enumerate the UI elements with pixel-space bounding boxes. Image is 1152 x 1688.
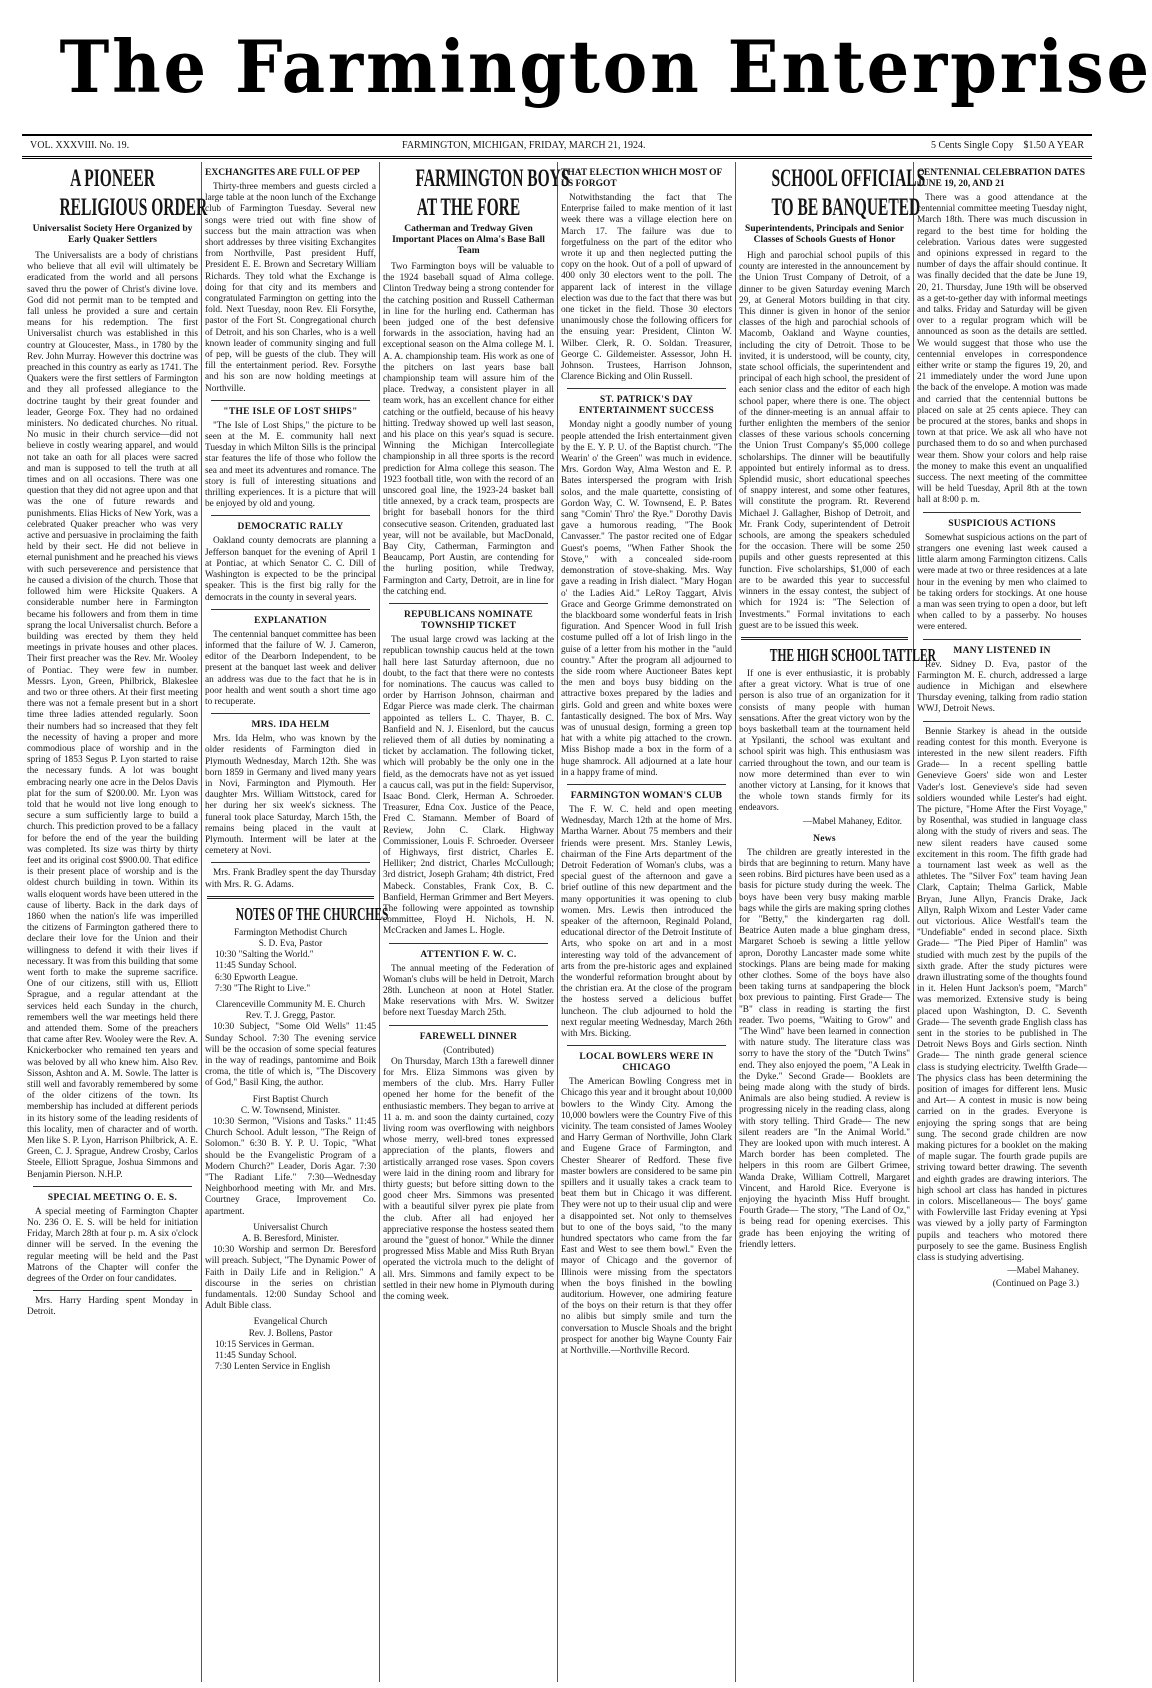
article-body: The F. W. C. held and open meeting Wednesday, March 12th at the home of Mrs. Martha Warner. About 75 members and their friends were present. Mrs. Stanley Lewis, chairman of the Fine Arts department of the Detroit Federation of Woman's clubs, was a special guest of the afternoon and gave a brief outline of this new department and the many opportunities it was opening to club women. Mrs. Lewis then introduced the speaker of the afternoon, Reginald Poland, educational director of the Detroit Institute of Arts, who spoke on art and in a most interesting way told of the advancement of arts from the pre-historic ages and explained the wonderful reformation brought about by the christian era. At the close of the program the hostess served a delicious buffet luncheon. The club adjourned to hold the next regular meeting Wednesday, March 26th with Mrs. Bicking. bbox=[561, 804, 732, 1040]
divider bbox=[211, 515, 370, 516]
divider bbox=[207, 896, 374, 899]
article-body: If one is ever enthusiastic, it is probably after a great victory. What is true of one person is also true of an organization for it consists of many people with human sensations. After the great victory won by the boys basketball team at the tournament held at Ypsilanti, the school was exultant and school spirit was high. This enthusiasm was carried throughout the town, and our team is now more determined than ever to win another victory at Lansing, for it knows that the whole town stands firmly for its endeavors. bbox=[739, 668, 910, 814]
subheading: ATTENTION F. W. C. bbox=[420, 949, 517, 960]
subheading: News bbox=[813, 833, 836, 844]
divider bbox=[33, 1186, 192, 1187]
article-body: The American Bowling Congress met in Chicago this year and it brought about 10,000 bowlers to the Windy City. Among the 10,000 bowlers were the Country Five of this vicinity. The team consisted of James Wooley and Harry German of Northville, John Clark and Eugene Grace of Farmington, and Chester Shearer of Redford. These five master bowlers are considered to be same pin spillers and it usually takes a crack team to beat them but in Chicago it was different. They were not up to their usual clip and were a disappointed set. Not only to themselves but to one of the boys said, "to the many hundred spectators who came from the far East and West to see them bowl." Even the mayor of Chicago and the governor of Illinois were missing from the spectators when the boys finished in the bowling auditorium. However, one admiring feature of the boys on their return is that they offer no alibis but simply smile and turn the conversation to Muscle Shoals and the bright prospect for another big Wayne County Fair at Northville.—Northville Record. bbox=[561, 1077, 732, 1357]
church-listing bbox=[205, 1317, 376, 1373]
divider bbox=[389, 603, 548, 604]
subheading: LOCAL BOWLERS WERE IN CHICAGO bbox=[579, 1052, 714, 1074]
article-body: There was a good attendance at the centennial committee meeting Tuesday night, March 18th. There was much discussion in regard to the best time for holding the celebration. Various dates were suggested and opinions expressed in regard to the number of days the affair should continue. It was finally decided that the date be June 19, 20, 21. Thursday, June 19th will be observed as a get-to-gether day with informal meetings and talks. Friday and Saturday will be given over to a regular program which will be announced as soon as the details are settled. We would suggest that those who use the centennial envelopes in correspondence either write or stamp the figures 19, 20, and 21 immediately under the word June upon the back of the envelope. A motion was made and carried that the centennial buttons be placed on sale at 25 cents apiece. They can be procured at the stores, banks and shops in town at that price. We ask all who have not purchased them to do so and when purchased wear them. Show your colors and help raise the money to make this event an unqualified success. The next meeting of the committee will be held Tuesday, April 8th at the town hall at 8:00 p. m. bbox=[917, 193, 1087, 506]
subheading: THAT ELECTION WHICH MOST OF US FORGOT bbox=[561, 168, 723, 189]
service-schedule: 10:30 Subject, "Some Old Wells" 11:45 Sunday School. 7:30 The evening service will be the occasion of some special features in the way of readings, pantomime and Boik croma, the title of which is, "The Discovery of God," Basil King, the author. bbox=[205, 1022, 376, 1089]
subheading: "THE ISLE OF LOST SHIPS" bbox=[223, 406, 358, 417]
column-2 bbox=[202, 162, 389, 1682]
section-headline: NOTES OF THE CHURCHES bbox=[235, 903, 389, 924]
editor-signature: —Mabel Mahaney. bbox=[1007, 1266, 1079, 1277]
church-name: Farmington Methodist Church bbox=[233, 927, 348, 938]
church-pastor: Rev. J. Bollens, Pastor bbox=[248, 1328, 333, 1339]
church-listing bbox=[205, 1223, 376, 1245]
divider bbox=[33, 1290, 192, 1291]
service-schedule: 10:30 Worship and sermon Dr. Beresford will preach. Subject, "The Dynamic Power of Faith in Daily Life and in Religion." A discourse in the series on christian fundamentals. 12:00 Sunday School and Adult Bible class. bbox=[205, 1245, 376, 1312]
headline: SCHOOL OFFICIALS bbox=[771, 165, 926, 192]
divider bbox=[567, 388, 726, 389]
service-line: 10:15 Services in German. bbox=[215, 1339, 315, 1350]
service-line: 11:45 Sunday School. bbox=[215, 1351, 297, 1362]
service-line: 7:30 "The Right to Live." bbox=[215, 983, 311, 994]
headline-deck: Catherman and Tredway Given Important Places on Alma's Base Ball Team bbox=[392, 224, 545, 256]
newspaper-title: The Farmington Enterprise bbox=[59, 24, 1152, 109]
dateline-bar bbox=[22, 134, 1092, 159]
subheading: FARMINGTON WOMAN'S CLUB bbox=[570, 790, 723, 801]
article-body: The children are greatly interested in the birds that are beginning to return. Many have seen robins. Bird pictures have been used as a basis for picture study during the week. The boys have been very busy making marble bags while the girls are making spring clothes for "Betty," the kindergarten rag doll. Beatrice Auten made a blue gingham dress, Margaret Schoeb is sewing a little yellow apron, Dorothy Lancaster made some white stockings. Plans are being made for making other clothes. Some of the boys have also been taking turns at sandpapering the block box previous to painting. First Grade— The "B" class in reading is starting the first reader. Two poems, "Waiting to Grow" and "The Wind" have been learned in connection with nature study. The literature class was sorry to have the story of the "Dutch Twins" end. They also enjoyed the poem, "A Leak in the Dyke." Second Grade— Booklets are being made along with the study of birds. Animals are also being studied. A review is progressing nicely in the reading class, along with story telling. Third Grade— The new silent readers are "In the Animal World." They are looked upon with much interest. A March border has been completed. The helpers in this room are Gilbert Grimee, Wanda Drake, William Cottrell, Margaret Vincent, and Harold Rice. Everyone is enjoying the hyacinth Miss Huff brought. Fourth Grade— The story, "The Land of Oz," is being read for opening exercises. This grade has been enjoying the writing of friendly letters. bbox=[739, 847, 910, 1250]
divider bbox=[567, 784, 726, 785]
article-body: The annual meeting of the Federation of Woman's clubs will be held in Detroit, March 28th. Luncheon at noon at Hotel Statler. Make reservations with Mrs. W. Switzer before next Tuesday March 25th. bbox=[383, 963, 554, 1019]
column-1 bbox=[24, 162, 208, 1682]
church-name: First Baptist Church bbox=[252, 1094, 329, 1105]
headline-deck: Universalist Society Here Organized by Early Quaker Settlers bbox=[32, 224, 193, 245]
masthead bbox=[22, 8, 1152, 130]
place-date: FARMINGTON, MICHIGAN, FRIDAY, MARCH 21, 1924. bbox=[402, 140, 646, 151]
article-body: Bennie Starkey is ahead in the outside reading contest for this month. Everyone is interested in the new silent readers. Fifth Grade— In a recent spelling battle Genevieve Goers' side won and Lester Vader's lost. Genevieve's side had seven soldiers wounded while Lester's had eight. The picture, "Home After the First Voyage," by Rosenthal, was studied in language class along with the study of rivers and seas. The new silent readers have caused some excitement in this room. The fifth grade had a tournament last week as well as the athletes. The "Silver Fox" team having Jean Clark, Captain; Thelma Garlick, Mable Bryan, June Allyn, Francis Drake, Jack Allyn, Ralph Wixom and Lester Vader came out victorious. Alice Westfall's team the "Undefiable" ended in second place. Sixth Grade— "The Pied Piper of Hamlin" was studied with much zest by the pupils of the sixth grade. After the study pictures were drawn illustrating some of the thoughts found in it. Helen Hunt Jackson's poem, "March" was memorized. Extensive study is being placed upon Washington, D. C. Seventh Grade— The seventh grade English class has sent in the stories to be published in The Detroit News Boys and Girls section. Ninth Grade— The ninth grade general science class is studying electricity. Twelfth Grade— The physics class has been determining the position of images for different lens. Music and Art— A contest in music is now being carried on in the grades. Everyone is enjoying the spring songs that are being sung. The second grade children are now making pictures for a booklet on the making of maple sugar. The fourth grade pupils are striving toward better drawing. The seventh and eighth grades are drawing interiors. The high school art class has handed in pictures in colors. Miscellaneous— The boys' game with Fowlerville last Friday evening at Ypsi was viewed by a jolly party of Farmington pupils and teachers who motored there purposely to see the game. Business English class is studying advertising. bbox=[917, 726, 1087, 1264]
headline: A PIONEER bbox=[70, 165, 155, 192]
personal-note: Mrs. Frank Bradley spent the day Thursday with Mrs. R. G. Adams. bbox=[205, 868, 376, 890]
subheading: MANY LISTENED IN bbox=[953, 645, 1051, 656]
subheading: FAREWELL DINNER bbox=[419, 1031, 518, 1042]
article-body: Two Farmington boys will be valuable to the 1924 baseball squad of Alma college. Clinton Tredway being a strong contender for the catching position and Russell Catherman in line for the hurling end. Catherman has been judged one of the best defensive forwards in the association, having had an exceptional season on the Alma college M. I. A. A. championship team. His work as one of the pitchers on last years base ball championship team will assure him of the place. Tredway, a consistent player in all team work, has an excellent chance for either catching or the outfield, because of his heavy hitting. Tredway showed up well last season, and his place on this year's squad is secure. Winning the Michigan Intercollegiate championship in all three sports is the record prediction for Alma college this season. The 1923 football title, won with the record of an unscored goal line, the 1923-24 basket ball title annexed, by a crack team, prospects are bright for baseball honors for the third consecutive season. Critenden, graduated last year, will not be available, but MacDonald, Bay City, Catherman, Farmington and Beaucamp, Port Austin, are contending for the hurling position, while Tredway, Farmington and Carty, Detroit, are in line for the catching end. bbox=[383, 262, 554, 597]
church-name: Clarenceville Community M. E. Church bbox=[215, 999, 366, 1010]
article-body: "The Isle of Lost Ships," the picture to be seen at the M. E. community hall next Tuesday in which Milton Sills is the principal star features the life of those who follow the sea and meet its adventures and romance. The story is full of interesting situations and thrilling experiences. It is a picture that will be enjoyed by old and young. bbox=[205, 420, 376, 510]
article-body: Rev. Sidney D. Eva, pastor of the Farmington M. E. church, addressed a large audience in Michigan and elsewhere Thursday evening, talking from radio station WWJ, Detroit News. bbox=[917, 659, 1087, 715]
subheading: SPECIAL MEETING O. E. S. bbox=[47, 1192, 178, 1203]
service-line: 11:45 Sunday School. bbox=[215, 961, 297, 972]
subheading: MRS. IDA HELM bbox=[251, 720, 330, 731]
article-body: A special meeting of Farmington Chapter No. 236 O. E. S. will be held for initiation Friday, March 28th at four p. m. A six o'clock dinner will be served. In the evening the regular meeting will be held and the Past Matrons of the Chapter will confer the degrees of the Order on four candidates. bbox=[27, 1206, 198, 1285]
divider bbox=[211, 862, 370, 863]
church-pastor: A. B. Beresford, Minister. bbox=[242, 1234, 339, 1245]
church-listing bbox=[205, 1000, 376, 1022]
editor-signature: —Mabel Mahaney, Editor. bbox=[802, 816, 902, 827]
continued-note: (Continued on Page 3.) bbox=[992, 1279, 1079, 1290]
service-line: 10:30 "Salting the World." bbox=[215, 950, 314, 961]
church-listing bbox=[205, 928, 376, 995]
personal-note: Mrs. Harry Harding spent Monday in Detroit. bbox=[27, 1296, 198, 1318]
article-body: On Thursday, March 13th a farewell dinner for Mrs. Eliza Simmons was given by members of the club. Mrs. Harry Fuller opened her home for the benefit of the enthusiastic members. They began to arrive at 11 a. m. and soon the dainty curtained, cozy living room was overflowing with neighbors whose merry, well-bred tones expressed appreciation of the plants, flowers and artistically arranged rose vases. Spon covers were laid in the dining room and library for thirty guests; but before sitting down to the good cheer Mrs. Simmons was presented with a beautiful silver pyrex pie plate from the club. After all had enjoyed her appreciative response the hostess seated them around the "guest of honor." While the dinner progressed Miss Mable and Miss Ruth Bryan operated the victrola much to the delight of all. Mrs. Simmons and family expect to be settled in their new home in Plymouth during the coming week. bbox=[383, 1056, 554, 1303]
article-body: The centennial banquet committee has been informed that the failure of W. J. Cameron, editor of the Dearborn Independent, to be present at the banquet last week and deliver an address was due to the fact that he is in poor health and went south a short time ago to recuperate. bbox=[205, 629, 376, 707]
headline-line2: RELIGIOUS ORDER bbox=[59, 194, 208, 221]
headline: FARMINGTON BOYS bbox=[415, 165, 570, 192]
divider bbox=[389, 1025, 548, 1026]
divider bbox=[923, 721, 1081, 722]
church-pastor: C. W. Townsend, Minister. bbox=[240, 1105, 341, 1116]
subheading: REPUBLICANS NOMINATE TOWNSHIP TICKET bbox=[403, 610, 534, 632]
church-listing bbox=[205, 1095, 376, 1117]
article-body: Notwithstanding the fact that The Enterprise failed to make mention of it last week there was a village election here on March 17. The failure was due to forgetfulness on the part of the editor who wrote it up and then neglected putting the copy on the hook. Out of a poll of upward of 400 only 30 electors went to the poll. The apparent lack of interest in the village election was due to the fact that there was but one ticket in the field. Those 30 electors unanimously chose the following officers for the ensuing year: President, Clinton W. Wilber. Clerk, R. O. Soldan. Treasurer, George C. Gildemeister. Assessor, John H. Johnson. Trustees, Harrison Johnson, Clarence Bicking and Olin Russell. bbox=[561, 193, 732, 383]
subheading: CENTENNIAL CELEBRATION DATES JUNE 19, 20, AND 21 bbox=[917, 168, 1086, 189]
subheading: EXCHANGITES ARE FULL OF PEP bbox=[205, 168, 360, 178]
service-line: 7:30 Lenten Service in English bbox=[215, 1362, 331, 1373]
church-name: Evangelical Church bbox=[253, 1317, 328, 1328]
church-pastor: Rev. T. J. Gregg, Pastor. bbox=[245, 1011, 336, 1022]
article-body: The Universalists are a body of christians who believe that all evil will ultimately be eradicated from the world and all persons saved thru the power of Christ's divine love. God did not permit man to be tempted and fall unless he provided a sure and certain means for his redemption. The first Universalist church was established in this country at Gloucester, Mass., in 1780 by the Rev. John Murray. However this doctrine was preached in this country as early as 1741. The Quakers were the first settlers of Farmington and they all professed allegiance to the doctrine taught by their great founder and leader, George Fox. They had no ordained ministers. No dedicated churches. No ritual. No music in their church service—did not believe in costly wearing apparel, and would not take an oath for all places were sacred and man is supposed to tell the truth at all times and on all occasions. There was one question that they did not agree upon and that was the one of future rewards and punishments. Elias Hicks of New York, was a celebrated Quaker preacher who was very active and persuasive in proclaiming the faith held by their sect. He did not believe in eternal punishment and he preached his views with such perseverence and persistence that he caused a division of the church. Those that followed him were Hicksite Quakers. A considerable number here in Farmington became his followers and from them in time sprang the local Universalist church. Before a building was erected by them they held meetings in private houses and other places. Their first preacher was the Rev. Mr. Wooley of Pontiac. They were few in number. Messrs. Lyon, Green, Philbrick, Blakeslee and two or three others. At their first meeting there was not a female present but in a short time three ladies attended regularly. Soon their numbers had so increased that they felt the necessity of having a proper and more commodious place of worship and in the spring of 1853 Segus P. Lyon started to raise the necessary funds. A lot was bought embracing nearly one acre in the Delos Davis plat for the sum of $200.00. Mr. Lyon was told that he would not live long enough to secure a sum sufficiently large to build a church. This prediction proved to be a fallacy for before the end of the year the building was completed. Its size was thirty by thirty feet and its original cost $900.00. That edifice is their present place of worship and is the oldest church building in town. Within its walls eloquent words have been uttered in the cause of liberty. Back in the dark days of 1860 when the nation's life was imperilled the citizens of Farmington gathered there to declare their love for the Union and their willingness to defend it with their lives if necessary. It was from this building that some went forth to make the supreme sacrifice. One of our citizens, still with us, Elliott Sprague, and a regular attendant at the services held each Sunday in the church, remembers well the war meetings held there and attended them. Some of the preachers that came after Rev. Wooley were the Rev. A. Knickerbocker who remained ten years and was beloved by all who knew him. Also Rev. Sisson, Ashton and A. M. Sowle. The latter is still well and favorably remembered by some of the older citizens of the town. Its membership has included at different periods in its history some of the leading residents of this locality, men of character and of worth. Men like S. P. Lyon, Harrison Philbrick, A. E. Green, C. J. Sprague, Andrew Crosby, Carlos Steele, Elliott Sprague, Joshua Simmons and Benjamin Pierson. N.H.P. bbox=[27, 251, 198, 1180]
article-body: The usual large crowd was lacking at the republican township caucus held at the town hall here last Saturday afternoon, due no doubt, to the fact that there were no contests for nominations. The caucus was called to order by Harrison Johnson, chairman and Edgar Pierce was made clerk. The chairman appointed as tellers L. C. Thayer, B. C. Banfield and N. J. Eisenlord, but the caucus relieved them of all duties by nominating a ticket by acclamation. The following ticket, which will probably be the only one in the field, as the democrats have not as yet issued a caucus call, was put in the field: Supervisor, Isaac Bond. Clerk, Herman A. Schroeder. Treasurer, Edna Cox. Justice of the Peace, Fred C. Stamann. Member of Board of Review, John C. Clark. Highway Commissioner, Louis F. Schroeder. Overseer of Highways, first district, Charles E. Helliker; 2nd district, Charles McCullough; 3rd district, Joseph Graham; 4th district, Fred Mabeck. Constables, Frank Cox, B. C. Banfield, Herman Grimmer and Bert Meyers. The following were appointed as township committee, Floyd H. Nichols, H. N. McCracken and James L. Hogle. bbox=[383, 635, 554, 937]
church-pastor: S. D. Eva, Pastor bbox=[258, 938, 323, 949]
subheading: DEMOCRATIC RALLY bbox=[237, 522, 344, 533]
service-line: 6:30 Epworth League. bbox=[215, 972, 298, 983]
column-3 bbox=[380, 162, 570, 1682]
article-body: Monday night a goodly number of young people attended the Irish entertainment given by the E. Y. P. U. of the Baptist church. "The Wearin' o' the Green" was much in evidence. Mrs. Gordon Way, Alma Weston and E. P. Bates interspersed the program with Irish solos, and the male quartette, consisting of Gordon Way, C. W. Townsend, E. P. Bates sang "Comin' Thro' the Rye." Dorothy Davis gave a humorous reading, "The Book Canvasser." The pastor recited one of Edgar Guest's poems, "When Father Shook the Stove," with a concealed side-room demonstration of stove-shaking. Mrs. Way gave a reading in Irish dialect. "Mary Hogan o' the Ladies Aid." LeRoy Taggart, Alvis Grace and George Grimme demonstrated on the blackboard some wonderful feats in Irish figuration. And Spencer Wood in full Irish costume pulled off a lot of Irish lingo in the guise of a letter from his mother in the "auld country." After the program all adjourned to the side room where Auctioneer Bates kept the men and boys busy bidding on the attractive boxes prepared by the ladies and girls. Gold and green and white boxes were fantastically designed. The box of Mrs. Way was of unusual design, forming a green top hat with a white pig attached to the crown. Miss Bishop made a box in the form of a huge shamrock. All adjourned at a late hour in a happy frame of mind. bbox=[561, 420, 732, 778]
headline-line2: AT THE FORE bbox=[416, 194, 521, 221]
divider bbox=[211, 713, 370, 714]
price-info: 5 Cents Single Copy $1.50 A YEAR bbox=[931, 140, 1084, 151]
column-5 bbox=[736, 162, 936, 1682]
service-schedule: 10:30 Sermon, "Visions and Tasks." 11:45 Church School. Adult lesson, "The Reign of Solomon." 6:30 B. Y. P. U. Topic, "What should be the Evangelistic Program of a Modern Church?" Leader, Doris Agar. 7:30 "The Radiant Life." 7:30—Wednesday Neighborhood meeting with Mr. and Mrs. Courtney Grace, Improvement Co. apartment. bbox=[205, 1117, 376, 1217]
article-body: Oakland county democrats are planning a Jefferson banquet for the evening of April 1 at Pontiac, at which Senator C. C. Dill of Washington is expected to be the principal speaker. This is the first big rally for the democrats in the county in several years. bbox=[205, 536, 376, 603]
subheading: EXPLANATION bbox=[254, 615, 327, 626]
article-body: High and parochial school pupils of this county are interested in the announcement by the Union Trust Company of Detroit, of a dinner to be given Saturday evening March 29, at General Motors building in that city. This dinner is given in honor of the senior classes of the high and parochial schools of Macomb, Oakland and Wayne counties, including the city of Detroit. Those to be invited, it is understood, will be county, city, state school officials, the superintendent and principal of each high school, the president of each senior class and the editor of each high school paper, where there is one. The object of the dinner-meeting is an annual affair to further enlighten the members of the senior classes of these various schools concerning the Union Trust Company's $5,000 college scholarships. The dinner will be beautifully appointed but entirely informal as to dress. Splendid music, short educational speeches of snappy interest, and some other features, will constitute the program. Rt. Reverend Michael J. Gallagher, Bishop of Detroit, and Mr. Frank Cody, superintendent of Detroit schools, are among the speakers scheduled for the occasion. There will be some 250 pupils and other guests represented at this function. Five scholarships, $1,000 of each are to be awarded this year to successful winners in the essay contest, the subject of which for 1924 is: "The Selection of Investments." Formal invitations to each guest are to be issued this week. bbox=[739, 251, 910, 631]
volume-number: VOL. XXXVIII. No. 19. bbox=[30, 140, 130, 151]
subheading: SUSPICIOUS ACTIONS bbox=[948, 518, 1056, 529]
column-6 bbox=[914, 162, 1090, 1682]
divider bbox=[211, 400, 370, 401]
divider bbox=[389, 943, 548, 944]
article-body: Thirty-three members and guests circled a large table at the noon lunch of the Exchange club of Farmington Tuesday. Several new songs were tried out with fine show of success but the main attraction was when short addresses by three visiting Exchangites from Northville, Past president Huff, President E. E. Brown and Secretary William Richards. They told what the Exchange is doing for that city and its members and congratulated Farmington on getting into the fold. Next Tuesday, noon Rev. Eli Forsythe, pastor of the Fort St. Congregational church of Detroit, and his son Charles, who is a well known leader of community singing and full of pep, will be guests of the club. They will fill the entertainment period. Rev. Forsythe and his son are now holding meetings at Northville. bbox=[205, 182, 376, 394]
church-name: Universalist Church bbox=[253, 1222, 328, 1233]
headline-line2: TO BE BANQUETED bbox=[771, 194, 921, 221]
divider bbox=[211, 609, 370, 610]
headline-deck: Superintendents, Principals and Senior Classes of Schools Guests of Honor bbox=[745, 224, 904, 245]
column-4 bbox=[558, 162, 736, 1682]
divider bbox=[923, 512, 1081, 513]
contributed-note: (Contributed) bbox=[443, 1045, 494, 1056]
columns bbox=[24, 162, 1090, 1684]
section-headline: THE HIGH SCHOOL TATTLER bbox=[769, 644, 936, 665]
divider bbox=[741, 637, 908, 640]
article-body: Mrs. Ida Helm, who was known by the older residents of Farmington died in Plymouth Wednesday, March 12th. She was born 1859 in Germany and lived many years in Novi, Farmington and Plymouth. Her daughter Mrs. William Wittstock, cared for her during her six week's sickness. The funeral took place Saturday, March 15th, the remains being placed in the vault at Plymouth. Interment will be later at the cemetery at Novi. bbox=[205, 734, 376, 857]
article-body: Somewhat suspicious actions on the part of strangers one evening last week caused a little alarm among Farmington citizens. Calls were made at two or three residences at a late hour in the evening by men who claimed to be taking orders for stockings. At one house a man was seen trying to open a door, but left when called to by a passerby. No houses were entered. bbox=[917, 532, 1087, 633]
divider bbox=[567, 1045, 726, 1046]
divider bbox=[923, 639, 1081, 640]
subheading: ST. PATRICK'S DAY ENTERTAINMENT SUCCESS bbox=[578, 395, 715, 417]
